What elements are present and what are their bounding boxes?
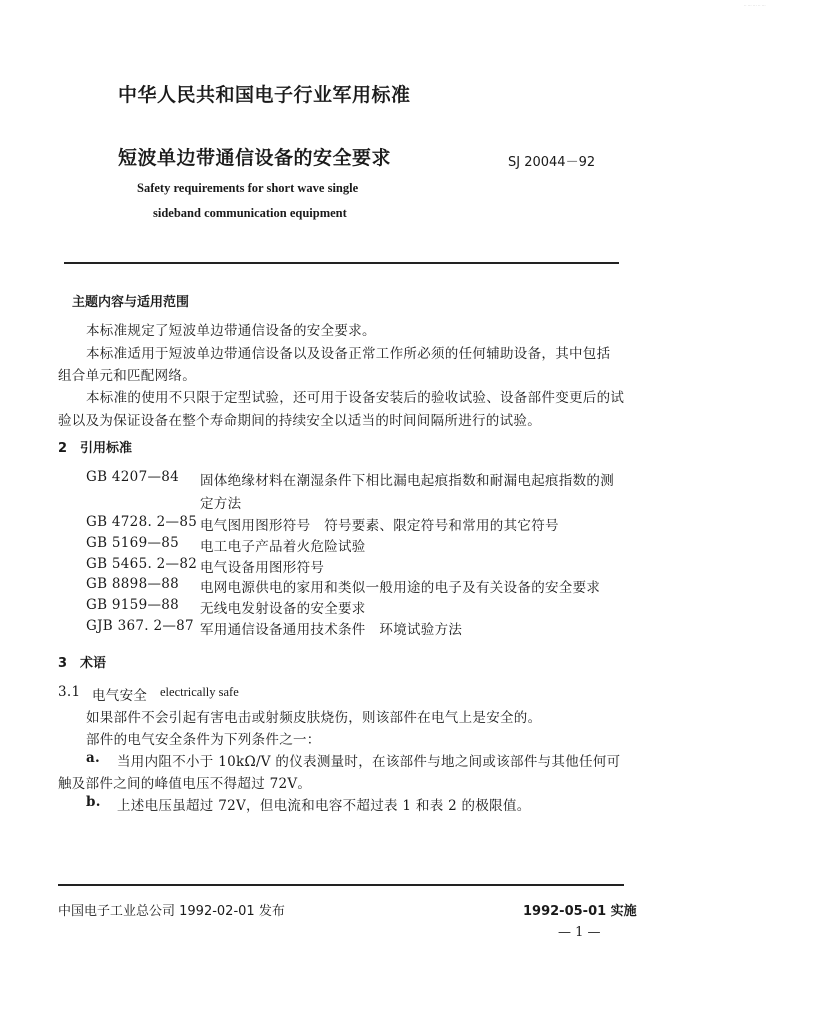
subsection-number: 3.1 <box>58 684 81 700</box>
section1-paragraph2-line2: 组合单元和匹配网络。 <box>58 368 196 384</box>
reference-title: 电气图用图形符号 符号要素、限定符号和常用的其它符号 <box>200 518 559 534</box>
condition-b-text: 上述电压虽超过 72V，但电流和电容不超过表 1 和表 2 的极限值。 <box>117 798 531 814</box>
reference-code: GB 9159—88 <box>86 597 180 613</box>
section1-paragraph3-line2: 验以及为保证设备在整个寿命期间的持续安全以适当的时间间隔所进行的试验。 <box>58 413 541 429</box>
reference-code: GB 8898—88 <box>86 576 180 592</box>
condition-a-label: a. <box>86 750 101 766</box>
section2-heading: 2 引用标准 <box>58 441 133 456</box>
subsection-title: 电气安全 <box>92 688 148 704</box>
reference-title: 无线电发射设备的安全要求 <box>200 601 366 617</box>
section3-heading: 3 术语 <box>58 656 107 671</box>
reference-code: GB 4207—84 <box>86 469 180 485</box>
page-number: — 1 — <box>558 925 601 940</box>
document-title-en-line1: Safety requirements for short wave single <box>137 181 359 195</box>
effective-date: 1992-05-01 实施 <box>523 904 637 919</box>
document-title-cn: 短波单边带通信设备的安全要求 <box>118 147 392 169</box>
reference-title: 电工电子产品着火危险试验 <box>200 539 366 555</box>
condition-b-label: b. <box>86 794 101 810</box>
reference-code: GJB 367. 2—87 <box>86 618 194 634</box>
reference-title: 电气设备用图形符号 <box>200 560 325 576</box>
reference-title: 电网电源供电的家用和类似一般用途的电子及有关设备的安全要求 <box>200 580 601 596</box>
conditions-intro: 部件的电气安全条件为下列条件之一： <box>86 732 321 748</box>
section1-heading: 主题内容与适用范围 <box>72 295 190 310</box>
document-title-en-line2: sideband communication equipment <box>153 206 347 220</box>
section1-paragraph3-line1: 本标准的使用不只限于定型试验，还可用于设备安装后的验收试验、设备部件变更后的试 <box>86 390 625 406</box>
reference-title: 军用通信设备通用技术条件 环境试验方法 <box>200 622 463 638</box>
reference-title: 固体绝缘材料在潮湿条件下相比漏电起痕指数和耐漏电起痕指数的测 <box>200 473 614 489</box>
corner-scan-mark: ·· ··· ··· ·· ··· <box>744 3 766 8</box>
definition-paragraph: 如果部件不会引起有害电击或射频皮肤烧伤，则该部件在电气上是安全的。 <box>86 710 542 726</box>
reference-title-continued: 定方法 <box>200 496 242 512</box>
reference-code: GB 5169—85 <box>86 535 180 551</box>
reference-code: GB 5465. 2—82 <box>86 556 198 572</box>
footer-divider <box>58 884 624 886</box>
reference-code: GB 4728. 2—85 <box>86 514 198 530</box>
standard-code: SJ 20044－92 <box>508 155 596 170</box>
condition-a-line2: 触及部件之间的峰值电压不得超过 72V。 <box>58 776 312 792</box>
issue-date: 中国电子工业总公司 1992-02-01 发布 <box>58 904 285 919</box>
org-standard-title: 中华人民共和国电子行业军用标准 <box>118 84 411 106</box>
section1-paragraph2-line1: 本标准适用于短波单边带通信设备以及设备正常工作所必须的任何辅助设备，其中包括 <box>86 346 611 362</box>
section1-paragraph1: 本标准规定了短波单边带通信设备的安全要求。 <box>86 323 376 339</box>
header-divider <box>64 262 619 264</box>
condition-a-line1: 当用内阻不小于 10kΩ/V 的仪表测量时，在该部件与地之间或该部件与其他任何可 <box>117 754 621 770</box>
subsection-title-en: electrically safe <box>160 685 239 699</box>
